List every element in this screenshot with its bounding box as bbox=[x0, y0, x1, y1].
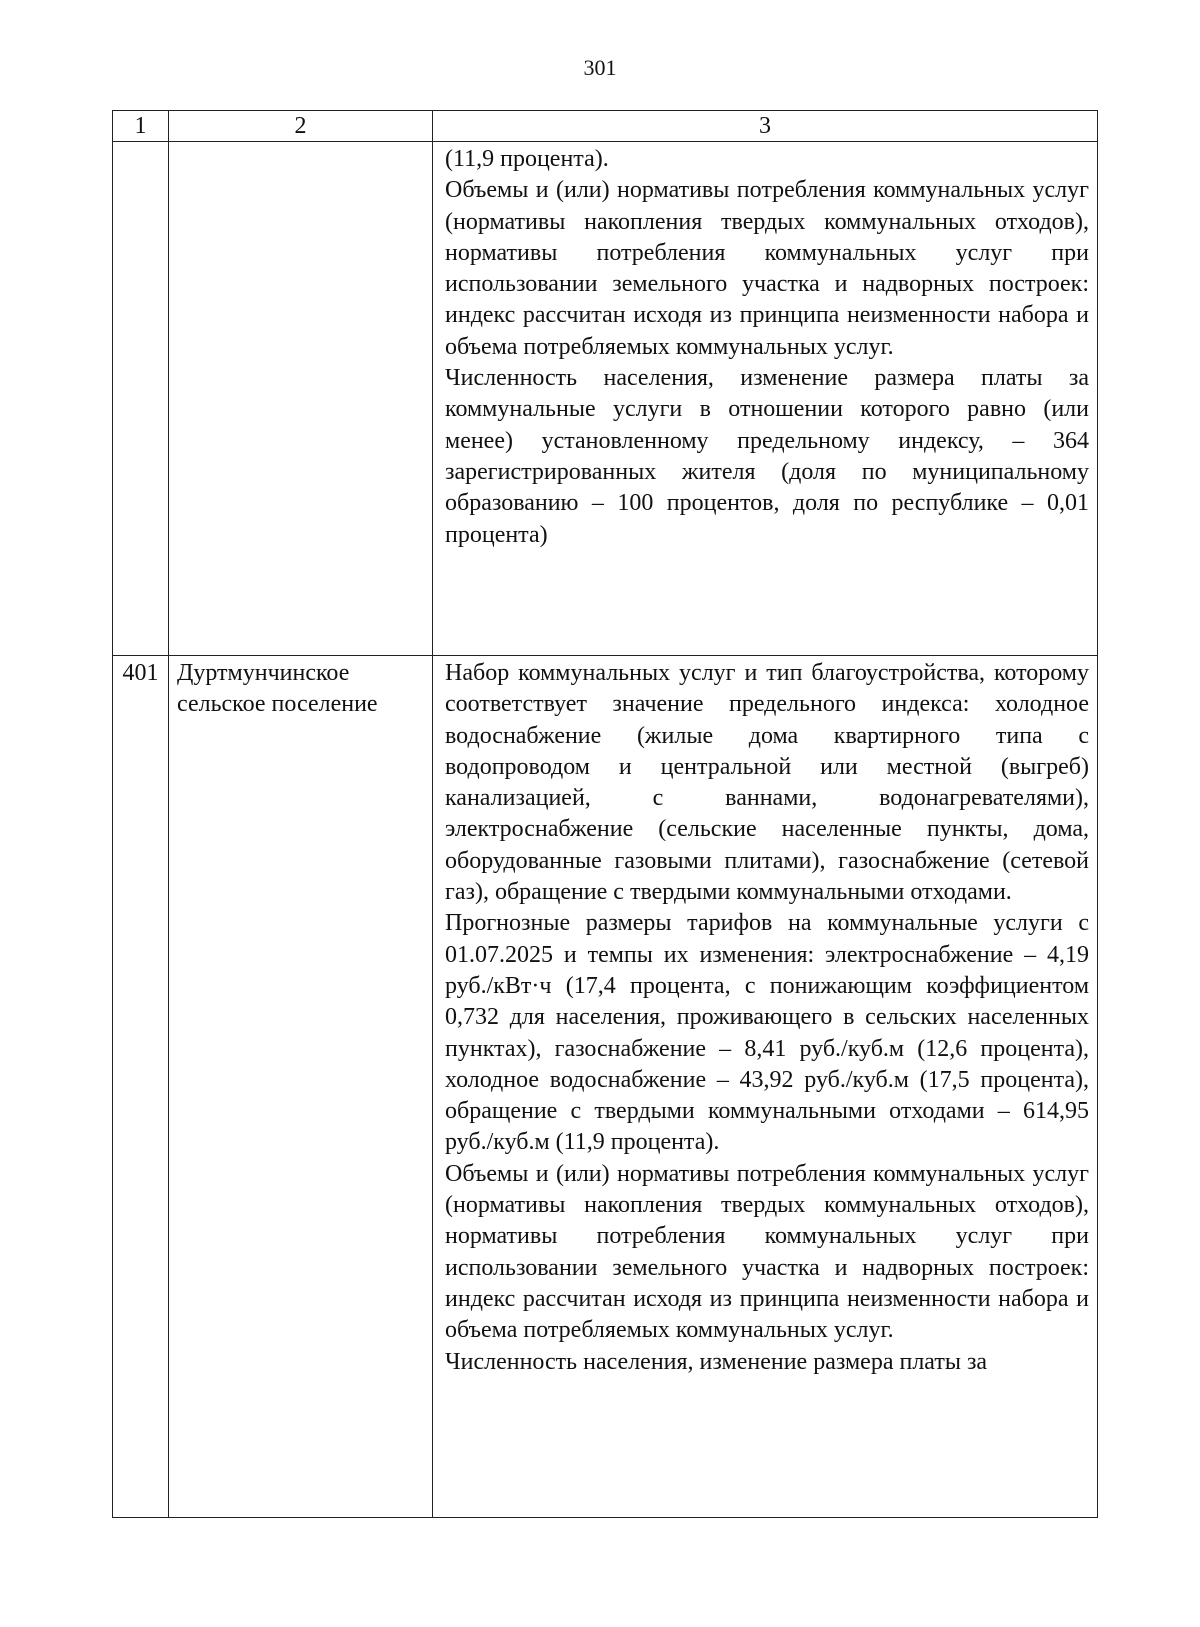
settlement-name-cell bbox=[169, 142, 433, 656]
description-paragraph: Набор коммунальных услуг и тип благоустройства, которому соответствует значение предельного индекса: холодное водоснабжение (жилые дома квартирного типа с водопроводом и центральной или местной (выгреб) канализацией, с ваннами, водонагревателями), электроснабжение (сельские населенные пункты, дома, оборудованные газовыми плитами), газоснабжение (сетевой газ), обращение с твердыми коммунальными отходами. bbox=[445, 660, 1089, 906]
header-cell-3: 3 bbox=[433, 111, 1098, 142]
page-number: 301 bbox=[583, 55, 617, 80]
description-paragraph: Прогнозные размеры тарифов на коммунальные услуги с 01.07.2025 и темпы их изменения: электроснабжение – 4,19 руб./кВт·ч (17,4 процента, с понижающим коэффициентом 0,732 для населения, проживающего в сельских населенных пунктах), газоснабжение – 8,41 руб./куб.м (12,6 процента), холодное водоснабжение – 43,92 руб./куб.м (17,5 процента), обращение с твердыми коммунальными отходами – 614,95 руб./куб.м (11,9 процента). bbox=[445, 910, 1089, 1156]
tariff-table bbox=[112, 110, 1098, 1518]
description-paragraph: Численность населения, изменение размера платы за bbox=[445, 1348, 988, 1375]
description-paragraph: (11,9 процента). bbox=[445, 146, 609, 172]
row-number-cell bbox=[113, 142, 169, 656]
row-number-cell: 401 bbox=[113, 656, 169, 1518]
header-cell-2: 2 bbox=[169, 111, 433, 142]
settlement-name-cell: Дуртмунчинское сельское поселение bbox=[169, 656, 433, 1518]
description-cell bbox=[433, 142, 1098, 656]
description-cell bbox=[433, 656, 1098, 1518]
table-header-row bbox=[113, 111, 1098, 142]
table-row bbox=[113, 142, 1098, 656]
table-row bbox=[113, 656, 1098, 1518]
description-paragraph: Численность населения, изменение размера платы за коммунальные услуги в отношении которого равно (или менее) установленному предельному индексу, – 364 зарегистрированных жителя (доля по муниципальному образованию – 100 процентов, доля по республике – 0,01 процента) bbox=[445, 365, 1089, 548]
header-cell-1: 1 bbox=[113, 111, 169, 142]
description-paragraph: Объемы и (или) нормативы потребления коммунальных услуг (нормативы накопления твердых коммунальных отходов), нормативы потребления коммунальных услуг при использовании земельного участка и надворных построек: индекс рассчитан исходя из принципа неизменности набора и объема потребляемых коммунальных услуг. bbox=[445, 177, 1089, 360]
description-paragraph: Объемы и (или) нормативы потребления коммунальных услуг (нормативы накопления твердых коммунальных отходов), нормативы потребления коммунальных услуг при использовании земельного участка и надворных построек: индекс рассчитан исходя из принципа неизменности набора и объема потребляемых коммунальных услуг. bbox=[445, 1160, 1089, 1344]
